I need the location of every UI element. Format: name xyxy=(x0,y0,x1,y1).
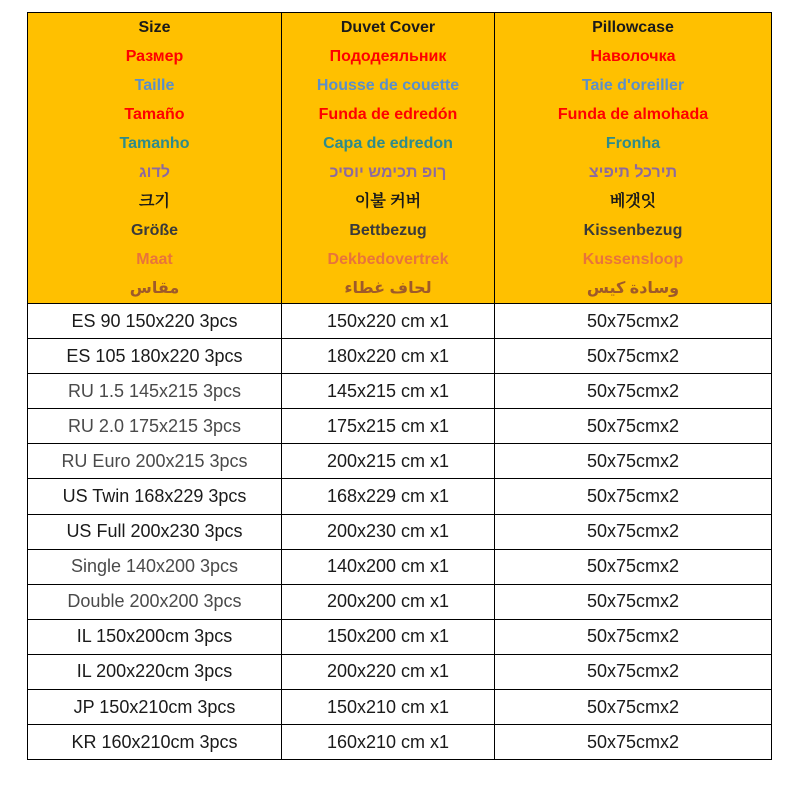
table-row xyxy=(28,654,772,689)
duvet-header-pt: Capa de edredon xyxy=(323,135,453,152)
size-cell: ES 90 150x220 3pcs xyxy=(28,304,282,339)
table-row xyxy=(28,479,772,514)
size-header-ar: مقاس xyxy=(129,280,180,297)
table-row xyxy=(28,444,772,479)
table-row xyxy=(28,514,772,549)
duvet-header-en: Duvet Cover xyxy=(340,19,436,36)
duvet-cell: 150x220 cm x1 xyxy=(282,304,495,339)
pillow-cell: 50x75cmx2 xyxy=(495,690,772,725)
header-row xyxy=(28,13,772,304)
pillow-cell: 50x75cmx2 xyxy=(495,584,772,619)
size-cell: IL 200x220cm 3pcs xyxy=(28,654,282,689)
table-row xyxy=(28,725,772,760)
duvet-cell: 150x210 cm x1 xyxy=(282,690,495,725)
pillow-cell: 50x75cmx2 xyxy=(495,339,772,374)
pillow-cell: 50x75cmx2 xyxy=(495,549,772,584)
pillow-cell: 50x75cmx2 xyxy=(495,374,772,409)
pillow-cell: 50x75cmx2 xyxy=(495,444,772,479)
table-row xyxy=(28,339,772,374)
pillow-cell: 50x75cmx2 xyxy=(495,654,772,689)
table-row xyxy=(28,304,772,339)
duvet-cell: 168x229 cm x1 xyxy=(282,479,495,514)
pillow-header-ko: 베갯잇 xyxy=(609,193,657,210)
pillow-cell: 50x75cmx2 xyxy=(495,725,772,760)
size-cell: US Twin 168x229 3pcs xyxy=(28,479,282,514)
size-header-pt: Tamanho xyxy=(119,135,190,152)
pillow-cell: 50x75cmx2 xyxy=(495,479,772,514)
pillow-header-de: Kissenbezug xyxy=(583,222,683,239)
size-cell: Single 140x200 3pcs xyxy=(28,549,282,584)
size-cell: RU 2.0 175x215 3pcs xyxy=(28,409,282,444)
pillow-header-pt: Fronha xyxy=(605,135,661,152)
pillow-header-en: Pillowcase xyxy=(592,19,674,36)
duvet-cell: 180x220 cm x1 xyxy=(282,339,495,374)
duvet-cell: 200x215 cm x1 xyxy=(282,444,495,479)
size-cell: US Full 200x230 3pcs xyxy=(28,514,282,549)
size-cell: RU Euro 200x215 3pcs xyxy=(28,444,282,479)
pillow-header-fr: Taie d'oreiller xyxy=(581,77,685,94)
pillow-header-cell xyxy=(495,13,772,304)
size-header-he: לדוג xyxy=(139,164,170,181)
duvet-cell: 145x215 cm x1 xyxy=(282,374,495,409)
table-row xyxy=(28,619,772,654)
duvet-header-fr: Housse de couette xyxy=(316,77,460,94)
size-cell: RU 1.5 145x215 3pcs xyxy=(28,374,282,409)
size-header-fr: Taille xyxy=(134,77,175,94)
pillow-header-he: תירכל תיפיצ xyxy=(588,164,678,181)
table-row xyxy=(28,409,772,444)
size-header-cell xyxy=(28,13,282,304)
size-header-nl: Maat xyxy=(136,251,173,268)
size-chart-table xyxy=(27,12,772,760)
table-row xyxy=(28,374,772,409)
size-cell: Double 200x200 3pcs xyxy=(28,584,282,619)
size-header-ko: 크기 xyxy=(139,193,170,210)
pillow-header-ar: وسادة كيس xyxy=(586,280,680,297)
duvet-header-ru: Пододеяльник xyxy=(329,48,447,65)
duvet-header-nl: Dekbedovertrek xyxy=(327,251,449,268)
pillow-header-nl: Kussensloop xyxy=(582,251,684,268)
pillow-cell: 50x75cmx2 xyxy=(495,304,772,339)
size-header-es: Tamaño xyxy=(124,106,185,123)
pillow-cell: 50x75cmx2 xyxy=(495,409,772,444)
size-cell: JP 150x210cm 3pcs xyxy=(28,690,282,725)
duvet-header-de: Bettbezug xyxy=(349,222,427,239)
table-row xyxy=(28,690,772,725)
duvet-cell: 140x200 cm x1 xyxy=(282,549,495,584)
table-row xyxy=(28,549,772,584)
size-header-de: Größe xyxy=(130,222,179,239)
duvet-cell: 150x200 cm x1 xyxy=(282,619,495,654)
duvet-cell: 160x210 cm x1 xyxy=(282,725,495,760)
pillow-cell: 50x75cmx2 xyxy=(495,619,772,654)
pillow-cell: 50x75cmx2 xyxy=(495,514,772,549)
duvet-header-ko: 이불 커버 xyxy=(354,193,422,210)
size-cell: KR 160x210cm 3pcs xyxy=(28,725,282,760)
duvet-cell: 175x215 cm x1 xyxy=(282,409,495,444)
pillow-header-ru: Наволочка xyxy=(590,48,676,65)
duvet-cell: 200x230 cm x1 xyxy=(282,514,495,549)
duvet-cell: 200x220 cm x1 xyxy=(282,654,495,689)
table-row xyxy=(28,584,772,619)
duvet-header-cell xyxy=(282,13,495,304)
duvet-cell: 200x200 cm x1 xyxy=(282,584,495,619)
pillow-header-es: Funda de almohada xyxy=(557,106,709,123)
size-cell: ES 105 180x220 3pcs xyxy=(28,339,282,374)
size-cell: IL 150x200cm 3pcs xyxy=(28,619,282,654)
duvet-header-he: ךופ תכימש יוסיכ xyxy=(329,164,447,181)
duvet-header-ar: لحاف غطاء xyxy=(344,280,432,297)
size-header-en: Size xyxy=(138,19,171,36)
duvet-header-es: Funda de edredón xyxy=(318,106,458,123)
size-header-ru: Размер xyxy=(125,48,184,65)
